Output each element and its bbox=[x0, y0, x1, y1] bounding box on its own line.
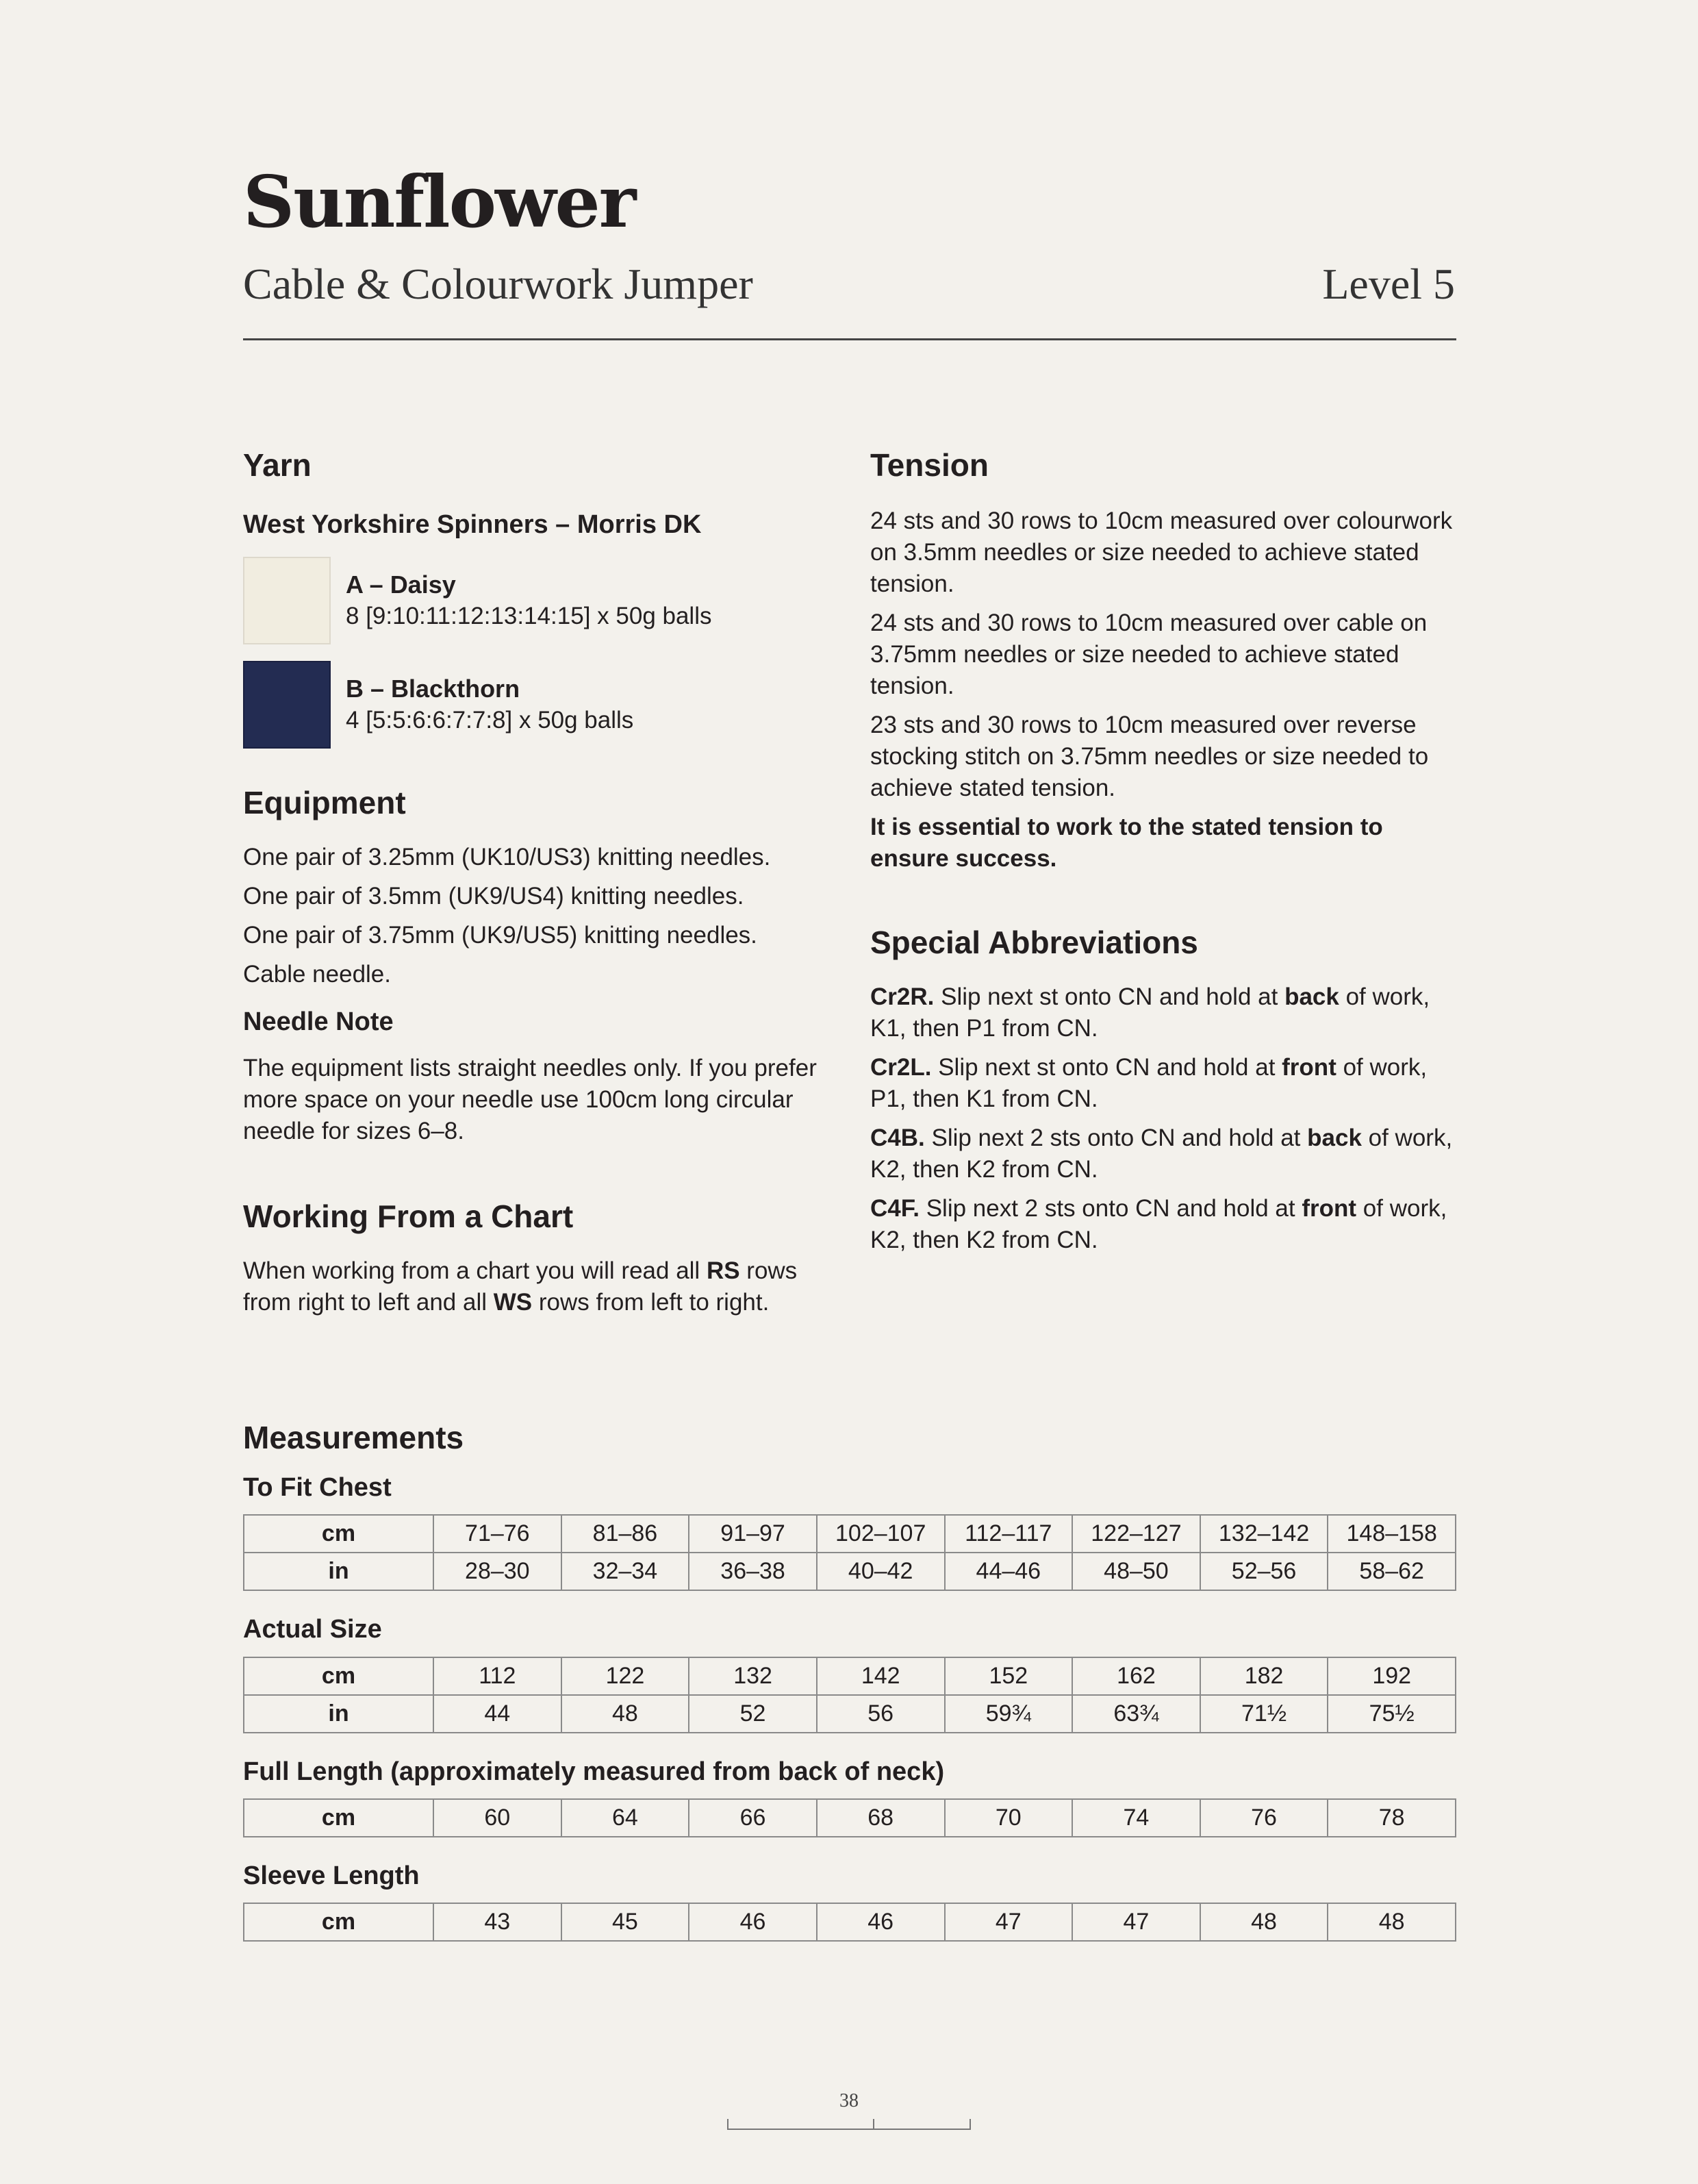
sleeve-length-heading: Sleeve Length bbox=[243, 1861, 420, 1890]
full-length-table bbox=[243, 1798, 1456, 1837]
tension-paragraph: 24 sts and 30 rows to 10cm measured over cable on 3.75mm needles or size needed to achieve stated tension. bbox=[870, 609, 1428, 699]
page-number: 38 bbox=[839, 2090, 859, 2111]
to-fit-chest-heading: To Fit Chest bbox=[243, 1472, 392, 1502]
special-abbreviations-heading: Special Abbreviations bbox=[870, 924, 1198, 960]
abbreviation-item: Cr2R. Slip next st onto CN and hold at back of work, K1, then P1 from CN. bbox=[870, 983, 1430, 1042]
needle-note-text: The equipment lists straight needles only. If you prefer more space on your needle use 100cm long circular needle for sizes 6–8. bbox=[243, 1055, 817, 1145]
special-abbreviations-section bbox=[870, 922, 1456, 1256]
equipment-heading: Equipment bbox=[243, 785, 406, 821]
yarn-section bbox=[243, 445, 846, 749]
table-row: cm 60 64 66 68 70 74 76 78 bbox=[244, 1799, 1456, 1837]
actual-size-table bbox=[243, 1657, 1456, 1733]
abbreviation-item: C4B. Slip next 2 sts onto CN and hold at back of work, K2, then K2 from CN. bbox=[870, 1124, 1453, 1183]
abbreviation-item: Cr2L. Slip next st onto CN and hold at front of work, P1, then K1 from CN. bbox=[870, 1053, 1428, 1112]
to-fit-chest-table bbox=[243, 1514, 1456, 1591]
working-from-chart-heading: Working From a Chart bbox=[243, 1198, 574, 1235]
footer-ornament bbox=[727, 2119, 971, 2130]
yarn-item-b bbox=[243, 661, 846, 749]
abbreviation-item: C4F. Slip next 2 sts onto CN and hold at front of work, K2, then K2 from CN. bbox=[870, 1194, 1447, 1253]
working-from-chart-text: When working from a chart you will read all RS rows from right to left and all WS rows from left to right. bbox=[243, 1257, 798, 1316]
yarn-brand: West Yorkshire Spinners – Morris DK bbox=[243, 510, 702, 539]
header-divider bbox=[243, 338, 1456, 340]
working-from-chart-section bbox=[243, 1196, 846, 1318]
measurements-section bbox=[243, 1418, 1456, 1942]
tension-paragraph: 23 sts and 30 rows to 10cm measured over reverse stocking stitch on 3.75mm needles or size needed to achieve stated tension. bbox=[870, 711, 1429, 801]
table-row: cm 71–76 81–86 91–97 102–107 112–117 122–127 132–142 148–158 bbox=[244, 1515, 1456, 1553]
pattern-title: Sunflower bbox=[243, 160, 635, 244]
pattern-subtitle: Cable & Colourwork Jumper bbox=[243, 260, 753, 308]
full-length-heading: Full Length (approximately measured from back of neck) bbox=[243, 1757, 945, 1786]
tension-emphasis: It is essential to work to the stated tension to ensure success. bbox=[870, 813, 1383, 872]
table-row: cm 112 122 132 142 152 162 182 192 bbox=[244, 1657, 1456, 1695]
tension-section bbox=[870, 445, 1456, 875]
yarn-name: A – Daisy bbox=[346, 570, 456, 599]
yarn-swatch-daisy bbox=[243, 557, 331, 644]
yarn-item-a bbox=[243, 557, 846, 644]
table-row: cm 43 45 46 46 47 47 48 48 bbox=[244, 1903, 1456, 1941]
yarn-quantity: 4 [5:5:6:6:7:7:8] x 50g balls bbox=[346, 707, 634, 734]
table-row: in 44 48 52 56 59¾ 63¾ 71½ 75½ bbox=[244, 1695, 1456, 1733]
yarn-swatch-blackthorn bbox=[243, 661, 331, 749]
needle-note-heading: Needle Note bbox=[243, 1007, 394, 1036]
tension-paragraph: 24 sts and 30 rows to 10cm measured over colourwork on 3.5mm needles or size needed to achieve stated tension. bbox=[870, 507, 1453, 597]
left-column bbox=[243, 445, 846, 1318]
tension-heading: Tension bbox=[870, 447, 989, 483]
yarn-quantity: 8 [9:10:11:12:13:14:15] x 50g balls bbox=[346, 603, 712, 630]
table-row: in 28–30 32–34 36–38 40–42 44–46 48–50 52–56 58–62 bbox=[244, 1553, 1456, 1590]
equipment-item: One pair of 3.75mm (UK9/US5) knitting needles. bbox=[243, 921, 757, 949]
actual-size-heading: Actual Size bbox=[243, 1615, 382, 1644]
equipment-item: Cable needle. bbox=[243, 960, 391, 988]
sleeve-length-table bbox=[243, 1903, 1456, 1942]
footer-ornament-tick bbox=[873, 2119, 874, 2129]
yarn-name: B – Blackthorn bbox=[346, 675, 520, 703]
yarn-heading: Yarn bbox=[243, 447, 312, 483]
measurements-heading: Measurements bbox=[243, 1420, 464, 1455]
difficulty-level: Level 5 bbox=[1322, 260, 1455, 308]
equipment-item: One pair of 3.25mm (UK10/US3) knitting needles. bbox=[243, 843, 771, 870]
right-column bbox=[870, 445, 1456, 1264]
equipment-section bbox=[243, 783, 846, 1147]
equipment-item: One pair of 3.5mm (UK9/US4) knitting needles. bbox=[243, 882, 744, 909]
